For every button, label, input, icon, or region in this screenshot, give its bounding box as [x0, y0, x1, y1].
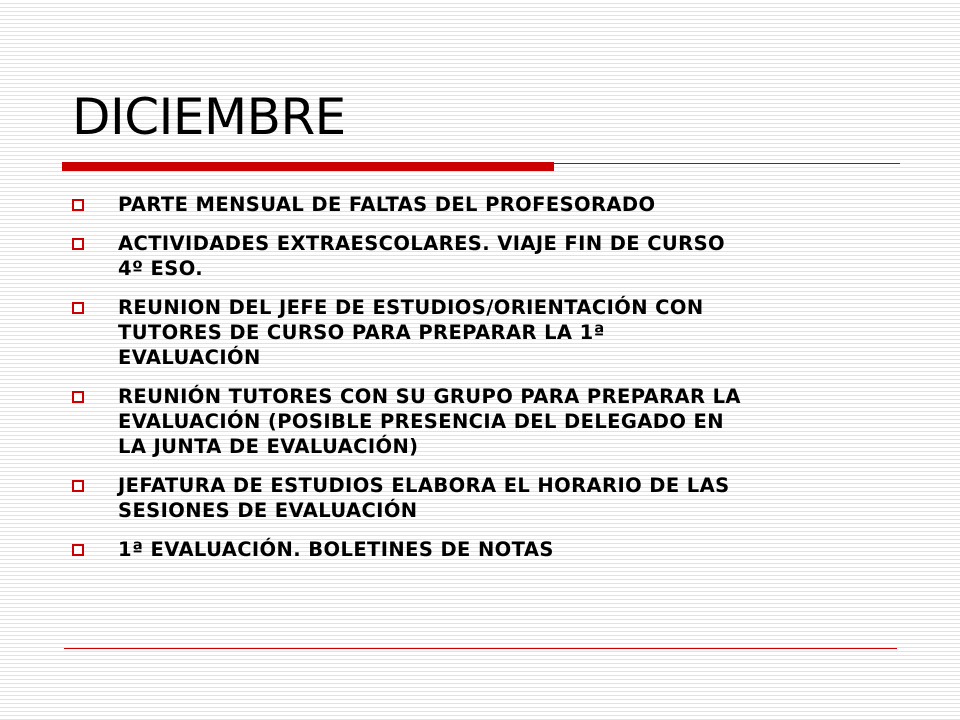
bullet-item — [72, 192, 892, 217]
footer-divider — [64, 648, 897, 649]
title-underline-thin — [554, 163, 900, 164]
title-underline-thick — [62, 162, 554, 171]
bullet-item — [72, 295, 892, 370]
bullet-item — [72, 473, 892, 523]
bullet-text: 1ª EVALUACIÓN. BOLETINES DE NOTAS — [118, 538, 554, 561]
bullet-text: REUNION DEL JEFE DE ESTUDIOS/ORIENTACIÓN CON TUTORES DE CURSO PARA PREPARAR LA 1ª EVALUACIÓN — [118, 296, 704, 369]
hollow-square-bullet-icon — [72, 199, 84, 211]
hollow-square-bullet-icon — [72, 391, 84, 403]
slide-title: DICIEMBRE — [72, 88, 346, 146]
bullet-item — [72, 384, 892, 459]
hollow-square-bullet-icon — [72, 480, 84, 492]
bullet-text: JEFATURA DE ESTUDIOS ELABORA EL HORARIO DE LAS SESIONES DE EVALUACIÓN — [118, 474, 730, 522]
bullet-text: ACTIVIDADES EXTRAESCOLARES. VIAJE FIN DE CURSO 4º ESO. — [118, 232, 725, 280]
bullet-text: PARTE MENSUAL DE FALTAS DEL PROFESORADO — [118, 193, 656, 216]
hollow-square-bullet-icon — [72, 544, 84, 556]
bullet-list — [72, 192, 892, 576]
bullet-text: REUNIÓN TUTORES CON SU GRUPO PARA PREPARAR LA EVALUACIÓN (POSIBLE PRESENCIA DEL DELEGADO EN LA JUNTA DE EVALUACIÓN) — [118, 385, 741, 458]
hollow-square-bullet-icon — [72, 302, 84, 314]
bullet-item — [72, 537, 892, 562]
hollow-square-bullet-icon — [72, 238, 84, 250]
bullet-item — [72, 231, 892, 281]
